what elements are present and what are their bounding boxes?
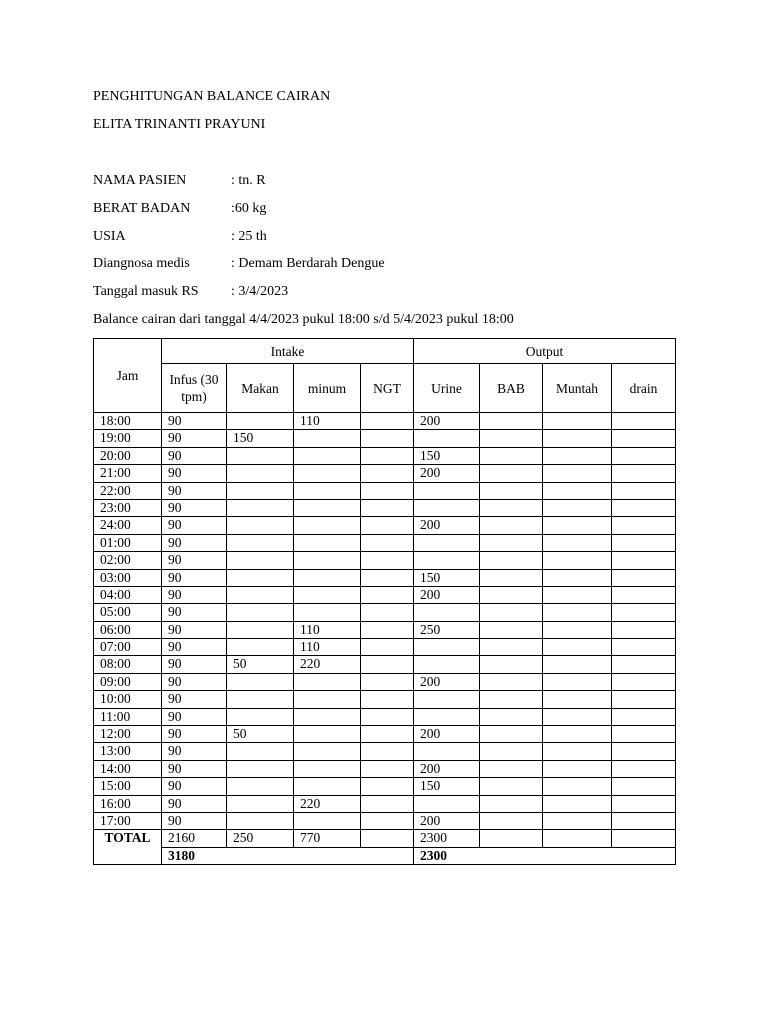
table-row [94,795,676,812]
value-cell [361,482,414,499]
value-cell [543,656,612,673]
value-cell [294,465,361,482]
time-cell: 16:00 [94,795,162,812]
value-cell [227,604,294,621]
value-cell: 90 [162,413,227,430]
value-cell: 90 [162,812,227,829]
value-cell: 150 [414,569,480,586]
time-cell: 04:00 [94,586,162,603]
value-cell [361,673,414,690]
value-cell: 110 [294,621,361,638]
value-cell [361,447,414,464]
value-cell [361,760,414,777]
value-cell: 90 [162,726,227,743]
value-cell [227,465,294,482]
table-row [94,621,676,638]
value-cell: 90 [162,604,227,621]
value-cell [414,795,480,812]
value-cell [480,569,543,586]
value-cell [612,656,676,673]
value-cell [543,552,612,569]
table-row [94,569,676,586]
time-cell: 01:00 [94,534,162,551]
value-cell [543,708,612,725]
patient-field-value: : Demam Berdarah Dengue [231,256,385,271]
value-cell [227,812,294,829]
time-cell: 22:00 [94,482,162,499]
table-row [94,778,676,795]
value-cell [543,447,612,464]
value-cell [361,569,414,586]
table-row [94,812,676,829]
time-cell: 20:00 [94,447,162,464]
value-cell [612,691,676,708]
value-cell [543,795,612,812]
value-cell [480,673,543,690]
value-cell [543,621,612,638]
value-cell [227,639,294,656]
value-cell [480,447,543,464]
time-cell: 12:00 [94,726,162,743]
value-cell [612,726,676,743]
value-cell [612,673,676,690]
value-cell [227,743,294,760]
value-cell [361,639,414,656]
table-row [94,430,676,447]
patient-field-label: Diangnosa medis [93,256,190,271]
value-cell [294,430,361,447]
document-title: PENGHITUNGAN BALANCE CAIRAN [93,89,331,104]
value-cell [480,517,543,534]
value-cell [414,534,480,551]
time-cell: 13:00 [94,743,162,760]
value-cell [294,482,361,499]
value-cell [227,447,294,464]
value-cell [612,430,676,447]
value-cell [612,778,676,795]
value-cell [414,691,480,708]
value-cell: 90 [162,552,227,569]
value-cell [612,708,676,725]
value-cell: 90 [162,743,227,760]
column-header: Makan [227,364,294,413]
value-cell [543,534,612,551]
value-cell [480,465,543,482]
value-cell [543,413,612,430]
value-cell [480,413,543,430]
value-cell [543,517,612,534]
value-cell [227,586,294,603]
value-cell [612,569,676,586]
value-cell: 150 [227,430,294,447]
value-cell [361,621,414,638]
value-cell: 90 [162,639,227,656]
value-cell [480,552,543,569]
value-cell [361,795,414,812]
total-label: TOTAL [94,830,162,847]
value-cell [612,639,676,656]
time-cell: 05:00 [94,604,162,621]
value-cell [543,465,612,482]
value-cell [414,656,480,673]
value-cell [612,586,676,603]
patient-field-label: NAMA PASIEN [93,173,187,188]
intake-header: Intake [162,339,414,364]
column-header: BAB [480,364,543,413]
value-cell [612,499,676,516]
patient-field-label: BERAT BADAN [93,201,191,216]
value-cell [480,430,543,447]
value-cell [480,778,543,795]
value-cell: 110 [294,413,361,430]
value-cell: 90 [162,708,227,725]
value-cell [543,673,612,690]
value-cell [543,604,612,621]
patient-field-label: Tanggal masuk RS [93,284,199,299]
total-cell [361,830,414,847]
balance-period-line: Balance cairan dari tanggal 4/4/2023 pukul 18:00 s/d 5/4/2023 pukul 18:00 [93,312,514,327]
value-cell [480,534,543,551]
value-cell [480,604,543,621]
value-cell [294,517,361,534]
table-row [94,726,676,743]
value-cell [361,708,414,725]
patient-age-row [93,229,267,245]
patient-field-value: : 3/4/2023 [231,284,289,299]
author-name: ELITA TRINANTI PRAYUNI [93,117,266,132]
value-cell [543,586,612,603]
value-cell [227,413,294,430]
value-cell [361,726,414,743]
table-row [94,447,676,464]
value-cell [294,604,361,621]
value-cell [361,691,414,708]
value-cell [480,743,543,760]
value-cell: 90 [162,673,227,690]
value-cell [294,708,361,725]
value-cell [227,795,294,812]
value-cell [414,639,480,656]
value-cell [612,413,676,430]
value-cell [480,621,543,638]
value-cell [294,447,361,464]
value-cell [612,517,676,534]
patient-field-value: :60 kg [231,201,267,216]
output-grand-total: 2300 [414,847,676,864]
table-row [94,743,676,760]
time-cell: 14:00 [94,760,162,777]
table-row [94,517,676,534]
time-cell: 10:00 [94,691,162,708]
value-cell [227,482,294,499]
value-cell [227,691,294,708]
column-header: Infus (30 tpm) [162,364,227,413]
value-cell [294,812,361,829]
time-cell: 17:00 [94,812,162,829]
table-header-row [94,339,676,364]
value-cell [543,639,612,656]
value-cell [612,552,676,569]
value-cell [414,604,480,621]
table-row [94,413,676,430]
table-row [94,465,676,482]
value-cell [612,604,676,621]
value-cell: 250 [414,621,480,638]
value-cell [361,778,414,795]
value-cell [227,760,294,777]
value-cell: 200 [414,726,480,743]
value-cell: 220 [294,656,361,673]
total-cell [543,830,612,847]
fluid-balance-table [93,338,676,865]
value-cell: 110 [294,639,361,656]
value-cell [227,673,294,690]
total-cell: 2300 [414,830,480,847]
value-cell: 90 [162,465,227,482]
value-cell [480,499,543,516]
value-cell [294,673,361,690]
column-header: drain [612,364,676,413]
table-row [94,673,676,690]
value-cell [612,482,676,499]
value-cell [361,465,414,482]
total-cell: 2160 [162,830,227,847]
value-cell: 90 [162,691,227,708]
total-cell: 770 [294,830,361,847]
patient-name-row [93,173,266,189]
value-cell [414,552,480,569]
value-cell [227,708,294,725]
time-cell: 06:00 [94,621,162,638]
value-cell [414,743,480,760]
time-cell: 08:00 [94,656,162,673]
time-cell: 02:00 [94,552,162,569]
patient-field-label: USIA [93,229,126,244]
column-header: Urine [414,364,480,413]
value-cell [294,778,361,795]
value-cell [414,708,480,725]
value-cell: 220 [294,795,361,812]
grand-total-row [94,847,676,864]
value-cell [612,534,676,551]
value-cell [227,621,294,638]
value-cell: 90 [162,778,227,795]
value-cell [543,430,612,447]
total-row [94,830,676,847]
time-cell: 11:00 [94,708,162,725]
output-header: Output [414,339,676,364]
value-cell [480,639,543,656]
column-header: minum [294,364,361,413]
value-cell: 150 [414,778,480,795]
value-cell [361,604,414,621]
table-row [94,482,676,499]
value-cell [414,430,480,447]
value-cell [294,743,361,760]
value-cell [612,760,676,777]
value-cell [294,586,361,603]
value-cell: 200 [414,760,480,777]
value-cell: 90 [162,760,227,777]
value-cell [361,499,414,516]
value-cell: 200 [414,413,480,430]
table-row [94,534,676,551]
value-cell [227,552,294,569]
table-row [94,760,676,777]
table-row [94,604,676,621]
time-cell: 18:00 [94,413,162,430]
value-cell [480,708,543,725]
value-cell [361,517,414,534]
value-cell [612,812,676,829]
total-cell [480,830,543,847]
value-cell [294,552,361,569]
value-cell [480,586,543,603]
value-cell: 90 [162,482,227,499]
value-cell: 90 [162,499,227,516]
column-header: Muntah [543,364,612,413]
value-cell [480,795,543,812]
time-cell: 15:00 [94,778,162,795]
value-cell [361,656,414,673]
value-cell: 200 [414,586,480,603]
value-cell [543,726,612,743]
value-cell [227,569,294,586]
table-row [94,639,676,656]
value-cell [294,569,361,586]
time-cell: 19:00 [94,430,162,447]
value-cell [414,499,480,516]
value-cell [480,760,543,777]
value-cell: 200 [414,465,480,482]
table-row [94,586,676,603]
value-cell [294,534,361,551]
value-cell [294,726,361,743]
value-cell [480,726,543,743]
value-cell [227,517,294,534]
value-cell [361,430,414,447]
value-cell [294,499,361,516]
value-cell [543,499,612,516]
time-cell: 23:00 [94,499,162,516]
value-cell [480,812,543,829]
value-cell [361,812,414,829]
table-row [94,656,676,673]
intake-grand-total: 3180 [162,847,414,864]
total-cell: 250 [227,830,294,847]
value-cell [361,534,414,551]
value-cell [227,499,294,516]
time-cell: 24:00 [94,517,162,534]
time-cell: 03:00 [94,569,162,586]
value-cell [294,691,361,708]
value-cell [543,569,612,586]
value-cell [480,482,543,499]
value-cell: 150 [414,447,480,464]
value-cell: 90 [162,621,227,638]
value-cell: 90 [162,795,227,812]
value-cell [361,586,414,603]
value-cell [543,743,612,760]
value-cell [543,760,612,777]
time-cell: 09:00 [94,673,162,690]
value-cell: 200 [414,812,480,829]
table-row [94,499,676,516]
value-cell [612,795,676,812]
value-cell: 90 [162,430,227,447]
value-cell [361,413,414,430]
value-cell [612,465,676,482]
value-cell [294,760,361,777]
column-header: NGT [361,364,414,413]
patient-field-value: : 25 th [231,229,267,244]
value-cell [480,656,543,673]
value-cell [227,534,294,551]
value-cell [543,482,612,499]
value-cell [612,621,676,638]
value-cell [361,552,414,569]
value-cell: 90 [162,656,227,673]
value-cell: 50 [227,656,294,673]
value-cell [612,447,676,464]
table-subheader-row [94,364,676,413]
jam-header: Jam [94,339,162,413]
time-cell: 07:00 [94,639,162,656]
total-cell [612,830,676,847]
value-cell: 90 [162,447,227,464]
value-cell [612,743,676,760]
value-cell [361,743,414,760]
value-cell [414,482,480,499]
value-cell [543,812,612,829]
value-cell: 90 [162,517,227,534]
value-cell: 90 [162,586,227,603]
value-cell [480,691,543,708]
time-cell: 21:00 [94,465,162,482]
value-cell: 200 [414,517,480,534]
value-cell: 50 [227,726,294,743]
value-cell: 200 [414,673,480,690]
patient-diagnosis-row [93,256,385,272]
patient-admission-row [93,284,288,300]
value-cell: 90 [162,534,227,551]
table-row [94,552,676,569]
patient-field-value: : tn. R [231,173,266,188]
blank-cell [94,847,162,864]
table-row [94,691,676,708]
value-cell: 90 [162,569,227,586]
value-cell [543,691,612,708]
table-row [94,708,676,725]
value-cell [227,778,294,795]
patient-weight-row [93,201,266,217]
value-cell [543,778,612,795]
